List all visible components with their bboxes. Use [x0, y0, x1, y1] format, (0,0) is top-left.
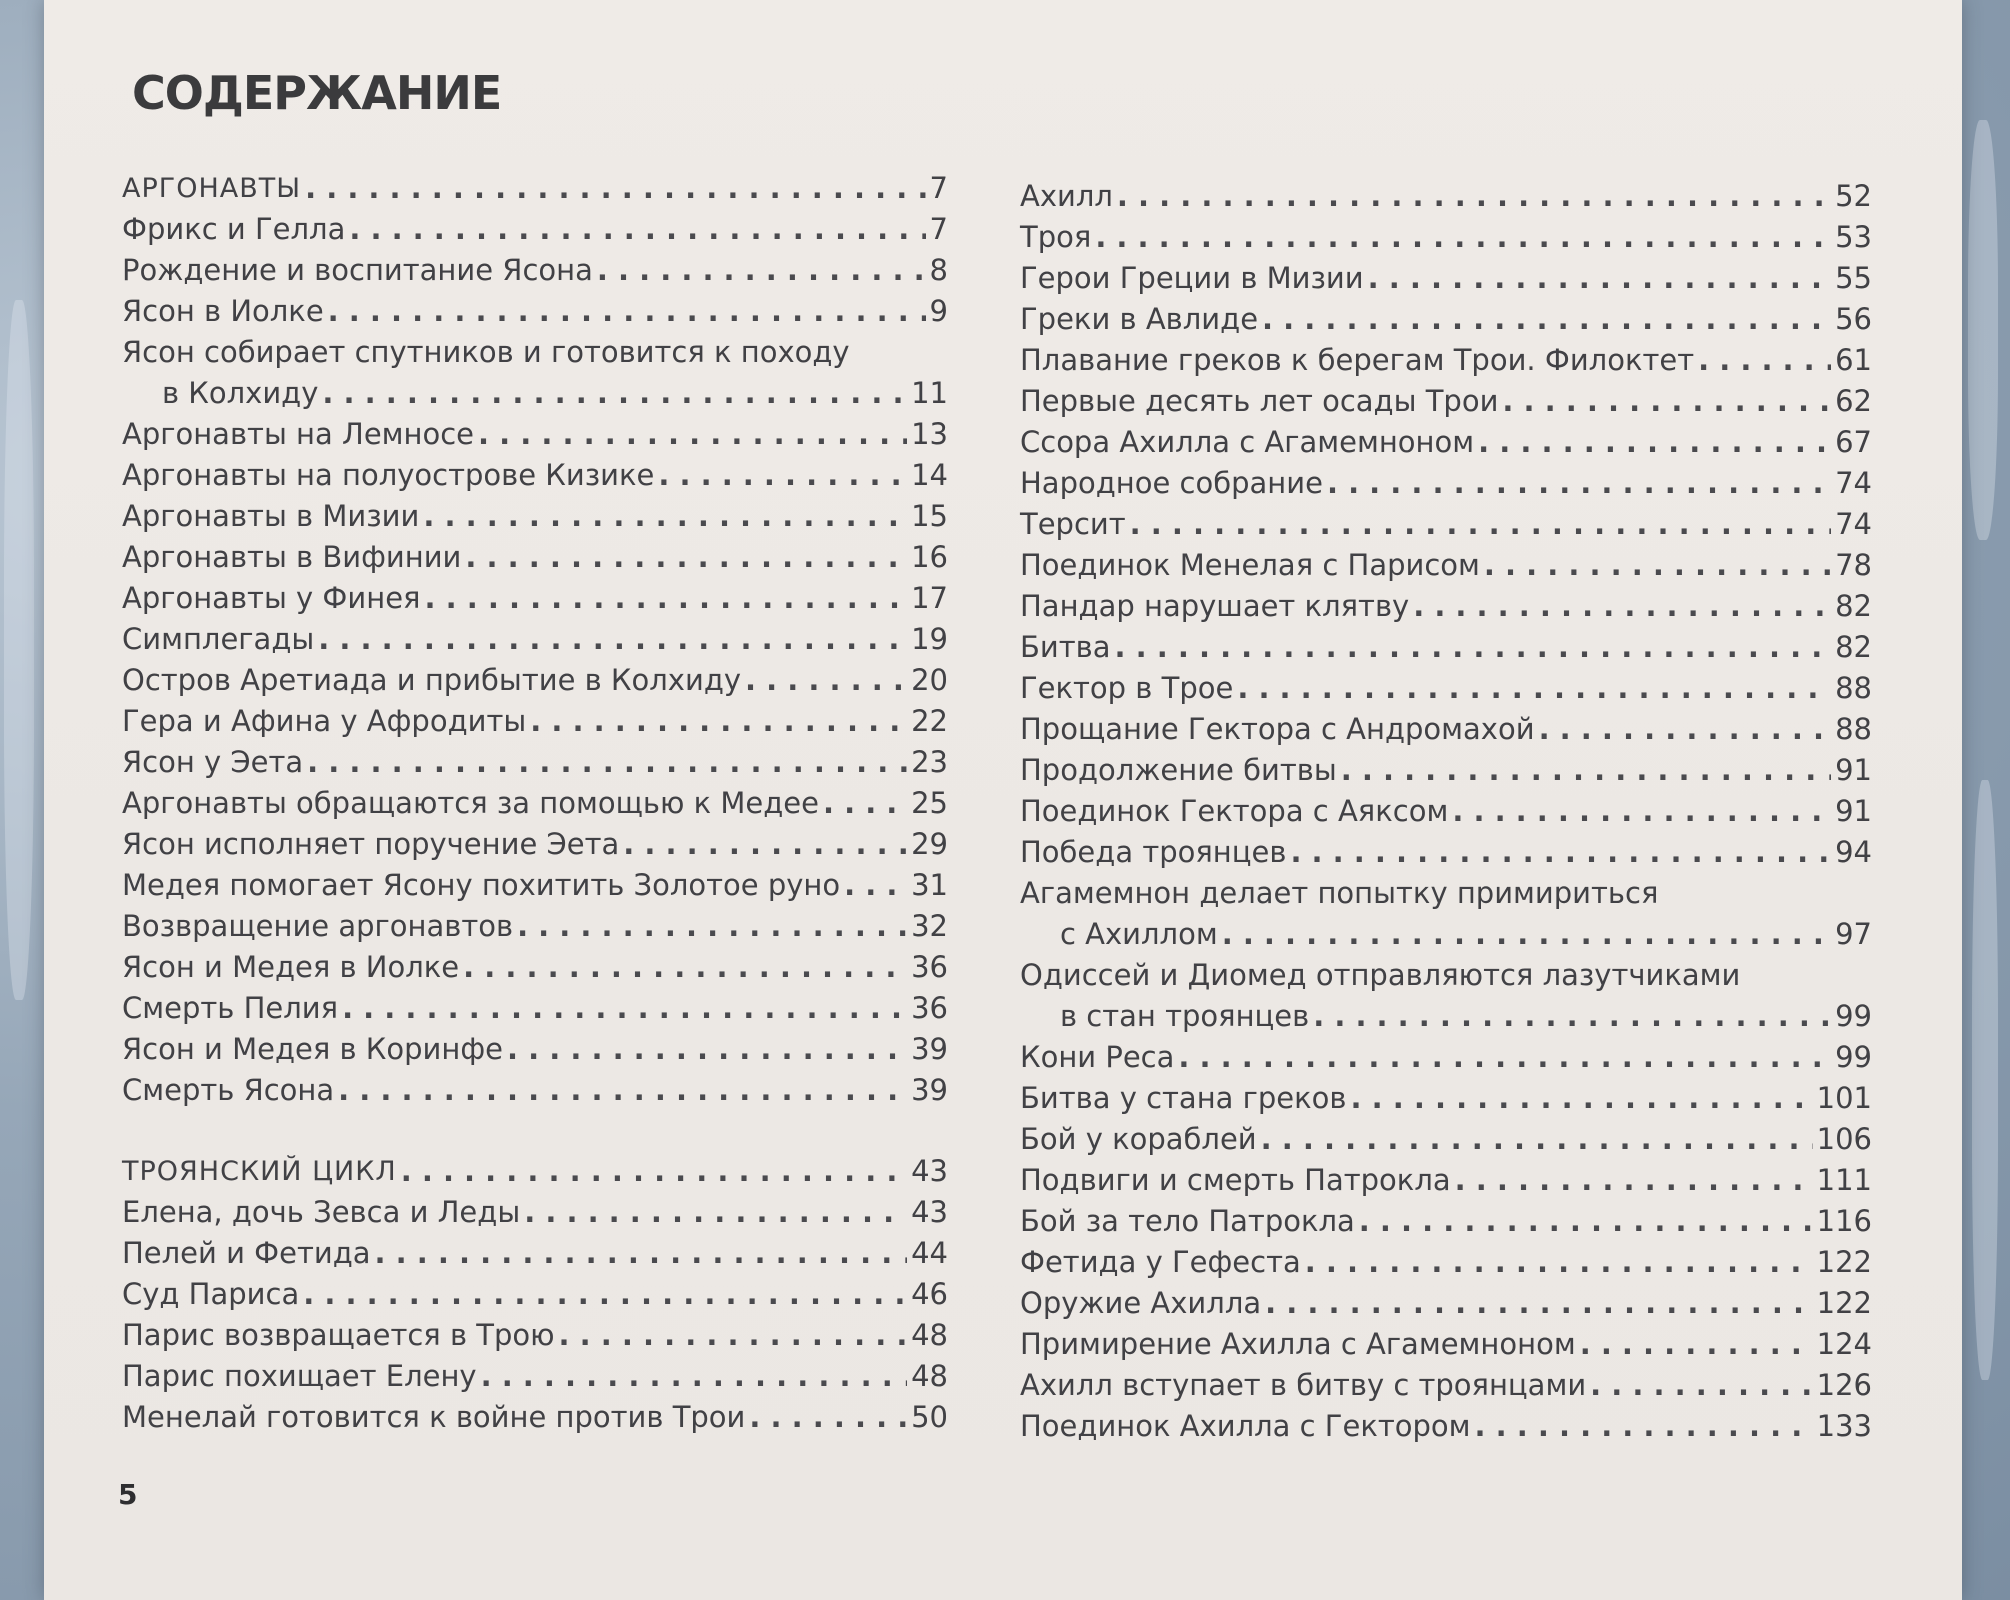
toc-page-number: 43 [911, 1154, 948, 1188]
toc-entry-label: Бой за тело Патрокла [1020, 1204, 1355, 1238]
dot-leader [1130, 504, 1831, 545]
toc-entry-label: Ахилл [1020, 179, 1113, 213]
dot-leader [1290, 832, 1831, 873]
toc-entry [1020, 1283, 1872, 1324]
toc-page-number: 122 [1816, 1245, 1872, 1279]
toc-entry-label: Смерть Пелия [122, 991, 339, 1025]
dot-leader [425, 578, 908, 619]
toc-entry [122, 1029, 948, 1070]
toc-entry-label: Битва [1020, 630, 1111, 664]
toc-entry [1020, 668, 1872, 709]
toc-entry [122, 865, 948, 906]
dot-leader [463, 947, 907, 988]
dot-leader [1222, 914, 1831, 955]
toc-page-number: 7 [929, 171, 948, 205]
dot-leader [401, 1151, 907, 1192]
dot-leader [1484, 545, 1831, 586]
toc-page-number: 39 [911, 1073, 948, 1107]
dot-leader [328, 291, 926, 332]
toc-page-number: 56 [1835, 302, 1872, 336]
toc-entry-label: в стан троянцев [1060, 999, 1310, 1033]
toc-entry [1020, 504, 1872, 545]
dot-leader [1351, 1078, 1813, 1119]
toc-page-number: 25 [911, 786, 948, 820]
toc-entry-label: Кони Реса [1020, 1040, 1175, 1074]
toc-page-number: 74 [1835, 507, 1872, 541]
toc-entry-label: Агамемнон делает попытку примириться [1020, 876, 1659, 910]
toc-page-number: 20 [911, 663, 948, 697]
dot-leader [423, 496, 907, 537]
dot-leader [530, 701, 907, 742]
toc-entry-label: Троя [1020, 220, 1092, 254]
toc-entry-label: Поединок Менелая с Парисом [1020, 548, 1480, 582]
dot-leader [1341, 750, 1831, 791]
dot-leader [465, 537, 907, 578]
dot-leader [524, 1192, 907, 1233]
dot-leader [338, 1070, 907, 1111]
dot-leader [1178, 1037, 1831, 1078]
page-title: СОДЕРЖАНИЕ [132, 66, 502, 120]
toc-entry-label: Поединок Ахилла с Гектором [1020, 1409, 1471, 1443]
toc-page-number: 101 [1816, 1081, 1872, 1115]
toc-entry-label: Оружие Ахилла [1020, 1286, 1262, 1320]
toc-entry-label: Народное собрание [1020, 466, 1323, 500]
toc-page-number: 88 [1835, 671, 1872, 705]
toc-page-number: 31 [911, 868, 948, 902]
dot-leader [342, 988, 907, 1029]
toc-page-number: 8 [929, 253, 948, 287]
dot-leader [844, 865, 907, 906]
dot-leader [1455, 1160, 1813, 1201]
dot-leader [1265, 1283, 1813, 1324]
toc-entry-label: Битва у стана греков [1020, 1081, 1347, 1115]
book-page [44, 0, 1962, 1600]
toc-entry [1020, 627, 1872, 668]
toc-entry [1020, 217, 1872, 258]
toc-entry-label: в Колхиду [162, 376, 319, 410]
toc-entry-label: Симплегады [122, 622, 315, 656]
toc-page-number: 50 [911, 1400, 948, 1434]
page-number: 5 [118, 1478, 138, 1511]
toc-entry [1020, 340, 1872, 381]
toc-entry-label: Первые десять лет осады Трои [1020, 384, 1499, 418]
toc-entry-label: Терсит [1020, 507, 1126, 541]
toc-page-number: 29 [911, 827, 948, 861]
toc-page-number: 22 [911, 704, 948, 738]
dot-leader [1095, 217, 1831, 258]
dot-leader [1502, 381, 1831, 422]
section-spacer [122, 1111, 948, 1151]
dot-leader [349, 209, 925, 250]
toc-entry-label: Поединок Гектора с Аяксом [1020, 794, 1449, 828]
dot-leader [1452, 791, 1831, 832]
toc-page-number: 53 [1835, 220, 1872, 254]
toc-entry [1020, 750, 1872, 791]
toc-section-label: АРГОНАВТЫ [122, 173, 302, 204]
toc-entry-label: Аргонавты обращаются за помощью к Медее [122, 786, 819, 820]
toc-entry [122, 1233, 948, 1274]
toc-entry [122, 660, 948, 701]
dot-leader [1580, 1324, 1813, 1365]
dot-leader [1237, 668, 1831, 709]
dot-leader [823, 783, 907, 824]
toc-entry [1020, 1119, 1872, 1160]
toc-entry [122, 783, 948, 824]
dot-leader [1368, 258, 1831, 299]
toc-entry-label: Примирение Ахилла с Агамемноном [1020, 1327, 1576, 1361]
toc-page-number: 78 [1835, 548, 1872, 582]
toc-page-number: 11 [911, 376, 948, 410]
toc-page-number: 82 [1835, 589, 1872, 623]
toc-entry-label: Гера и Афина у Афродиты [122, 704, 527, 738]
toc-page-number: 91 [1835, 794, 1872, 828]
toc-entry [1020, 1242, 1872, 1283]
toc-entry-label: Фрикс и Гелла [122, 212, 346, 246]
toc-page-number: 74 [1835, 466, 1872, 500]
toc-page-number: 7 [929, 212, 948, 246]
toc-entry [122, 824, 948, 865]
toc-page-number: 124 [1816, 1327, 1872, 1361]
toc-page-number: 111 [1816, 1163, 1872, 1197]
toc-entry-label: Пелей и Фетида [122, 1236, 371, 1270]
toc-page-number: 94 [1835, 835, 1872, 869]
toc-page-number: 15 [911, 499, 948, 533]
toc-entry-label: Парис возвращается в Трою [122, 1318, 555, 1352]
toc-entry [1020, 422, 1872, 463]
toc-entry-label: с Ахиллом [1060, 917, 1218, 951]
toc-entry [1020, 1406, 1872, 1447]
toc-page-number: 122 [1816, 1286, 1872, 1320]
toc-entry-label: Смерть Ясона [122, 1073, 335, 1107]
toc-entry-label: Елена, дочь Зевса и Леды [122, 1195, 521, 1229]
dot-leader [1359, 1201, 1813, 1242]
toc-page-number: 52 [1835, 179, 1872, 213]
dot-leader [658, 455, 907, 496]
toc-entry-label: Аргонавты в Мизии [122, 499, 420, 533]
toc-entry-label: Аргонавты на полуострове Кизике [122, 458, 655, 492]
dot-leader [1262, 299, 1831, 340]
toc-page-number: 61 [1835, 343, 1872, 377]
dot-leader [318, 619, 907, 660]
dot-leader [1305, 1242, 1813, 1283]
dot-leader [1698, 340, 1831, 381]
toc-entry [122, 1397, 948, 1438]
toc-entry [1020, 381, 1872, 422]
toc-entry [1020, 586, 1872, 627]
dot-leader [478, 414, 907, 455]
toc-entry [122, 455, 948, 496]
toc-page-number: 62 [1835, 384, 1872, 418]
toc-page-number: 82 [1835, 630, 1872, 664]
toc-page-number: 23 [911, 745, 948, 779]
toc-entry-label: Плавание греков к берегам Трои. Филоктет [1020, 343, 1695, 377]
dot-leader [597, 250, 926, 291]
toc-entry-label: Аргонавты у Финея [122, 581, 421, 615]
toc-entry [1020, 1078, 1872, 1119]
toc-entry [1020, 1365, 1872, 1406]
toc-page-number: 16 [911, 540, 948, 574]
toc-entry [122, 1315, 948, 1356]
dot-leader [559, 1315, 908, 1356]
toc-entry-label: Ахилл вступает в битву с троянцами [1020, 1368, 1587, 1402]
toc-entry [122, 906, 948, 947]
toc-page-number: 106 [1816, 1122, 1872, 1156]
toc-page-number: 17 [911, 581, 948, 615]
toc-entry [122, 496, 948, 537]
dot-leader [1313, 996, 1831, 1037]
dot-leader [375, 1233, 908, 1274]
toc-entry-label: Возвращение аргонавтов [122, 909, 514, 943]
toc-entry-label: Герои Греции в Мизии [1020, 261, 1364, 295]
toc-right-column [1020, 176, 1872, 1447]
toc-entry [1020, 1160, 1872, 1201]
toc-page-number: 48 [911, 1318, 948, 1352]
toc-entry-label: Парис похищает Елену [122, 1359, 477, 1393]
toc-entry-label: Бой у кораблей [1020, 1122, 1257, 1156]
toc-entry-line2 [122, 373, 948, 414]
toc-entry [1020, 1037, 1872, 1078]
toc-page-number: 88 [1835, 712, 1872, 746]
toc-page-number: 13 [911, 417, 948, 451]
toc-page-number: 14 [911, 458, 948, 492]
dot-leader [1475, 1406, 1813, 1447]
toc-entry [1020, 832, 1872, 873]
toc-page-number: 43 [911, 1195, 948, 1229]
dot-leader [303, 1274, 907, 1315]
toc-page-number: 91 [1835, 753, 1872, 787]
toc-page-number: 39 [911, 1032, 948, 1066]
dot-leader [307, 742, 907, 783]
dot-leader [1413, 586, 1831, 627]
toc-entry [1020, 1201, 1872, 1242]
toc-page-number: 116 [1816, 1204, 1872, 1238]
toc-page-number: 36 [911, 950, 948, 984]
toc-entry-line1 [1020, 955, 1872, 996]
toc-page-number: 99 [1835, 999, 1872, 1033]
toc-entry [122, 619, 948, 660]
toc-entry-label: Ясон исполняет поручение Эета [122, 827, 620, 861]
dot-leader [1117, 176, 1831, 217]
toc-section-argonauts [122, 168, 948, 209]
dot-leader [305, 168, 925, 209]
toc-entry-label: Суд Париса [122, 1277, 300, 1311]
toc-entry [122, 1070, 948, 1111]
toc-entry [122, 578, 948, 619]
toc-page-number: 44 [911, 1236, 948, 1270]
toc-entry [122, 291, 948, 332]
toc-page-number: 48 [911, 1359, 948, 1393]
toc-page-number: 67 [1835, 425, 1872, 459]
toc-entry [122, 209, 948, 250]
toc-entry [122, 414, 948, 455]
toc-entry-label: Ясон собирает спутников и готовится к походу [122, 335, 850, 369]
toc-entry-label: Победа троянцев [1020, 835, 1287, 869]
toc-entry-label: Подвиги и смерть Патрокла [1020, 1163, 1451, 1197]
toc-entry [1020, 258, 1872, 299]
dot-leader [481, 1356, 908, 1397]
toc-entry-label: Ссора Ахилла с Агамемноном [1020, 425, 1475, 459]
toc-page-number: 97 [1835, 917, 1872, 951]
toc-entry-label: Медея помогает Ясону похитить Золотое руно [122, 868, 841, 902]
toc-entry [1020, 791, 1872, 832]
toc-page-number: 46 [911, 1277, 948, 1311]
toc-entry-line2 [1020, 996, 1872, 1037]
toc-entry [122, 988, 948, 1029]
toc-entry-label: Пандар нарушает клятву [1020, 589, 1410, 623]
toc-entry [1020, 176, 1872, 217]
toc-entry-line1 [1020, 873, 1872, 914]
toc-page-number: 32 [911, 909, 948, 943]
toc-entry-label: Аргонавты на Лемносе [122, 417, 475, 451]
toc-entry-label: Продолжение битвы [1020, 753, 1337, 787]
toc-entry [1020, 299, 1872, 340]
toc-entry-label: Гектор в Трое [1020, 671, 1234, 705]
toc-entry [1020, 463, 1872, 504]
dot-leader [1115, 627, 1832, 668]
toc-page-number: 9 [929, 294, 948, 328]
toc-section-trojan-cycle [122, 1151, 948, 1192]
dot-leader [1327, 463, 1831, 504]
toc-entry-line1 [122, 332, 948, 373]
dot-leader [507, 1029, 907, 1070]
toc-entry-label: Остров Аретиада и прибытие в Колхиду [122, 663, 742, 697]
toc-entry-label: Рождение и воспитание Ясона [122, 253, 593, 287]
toc-entry [1020, 545, 1872, 586]
toc-entry [122, 537, 948, 578]
toc-entry-label: Ясон в Иолке [122, 294, 324, 328]
toc-section-label: ТРОЯНСКИЙ ЦИКЛ [122, 1156, 397, 1187]
toc-entry-label: Ясон и Медея в Иолке [122, 950, 460, 984]
toc-entry [1020, 1324, 1872, 1365]
dot-leader [1261, 1119, 1813, 1160]
dot-leader [1539, 709, 1832, 750]
dot-leader [1478, 422, 1831, 463]
toc-page-number: 126 [1816, 1368, 1872, 1402]
toc-page-number: 36 [911, 991, 948, 1025]
toc-entry [122, 742, 948, 783]
dot-leader [745, 660, 907, 701]
toc-entry-line2 [1020, 914, 1872, 955]
dot-leader [517, 906, 907, 947]
toc-entry [122, 1356, 948, 1397]
dot-leader [623, 824, 907, 865]
toc-entry-label: Ясон и Медея в Коринфе [122, 1032, 503, 1066]
toc-entry-label: Аргонавты в Вифинии [122, 540, 462, 574]
toc-entry [122, 1192, 948, 1233]
toc-entry-label: Ясон у Эета [122, 745, 304, 779]
toc-entry-label: Одиссей и Диомед отправляются лазутчиками [1020, 958, 1741, 992]
toc-left-column [122, 168, 948, 1438]
toc-page-number: 133 [1816, 1409, 1872, 1443]
toc-entry-label: Прощание Гектора с Андромахой [1020, 712, 1535, 746]
dot-leader [1590, 1365, 1812, 1406]
toc-entry [122, 1274, 948, 1315]
toc-page-number: 19 [911, 622, 948, 656]
toc-page-number: 99 [1835, 1040, 1872, 1074]
toc-entry-label: Греки в Авлиде [1020, 302, 1259, 336]
toc-page-number: 55 [1835, 261, 1872, 295]
toc-entry [1020, 709, 1872, 750]
dot-leader [749, 1397, 907, 1438]
toc-entry-label: Менелай готовится к войне против Трои [122, 1400, 746, 1434]
toc-entry [122, 947, 948, 988]
dot-leader [322, 373, 907, 414]
toc-entry [122, 701, 948, 742]
toc-entry [122, 250, 948, 291]
toc-entry-label: Фетида у Гефеста [1020, 1245, 1301, 1279]
